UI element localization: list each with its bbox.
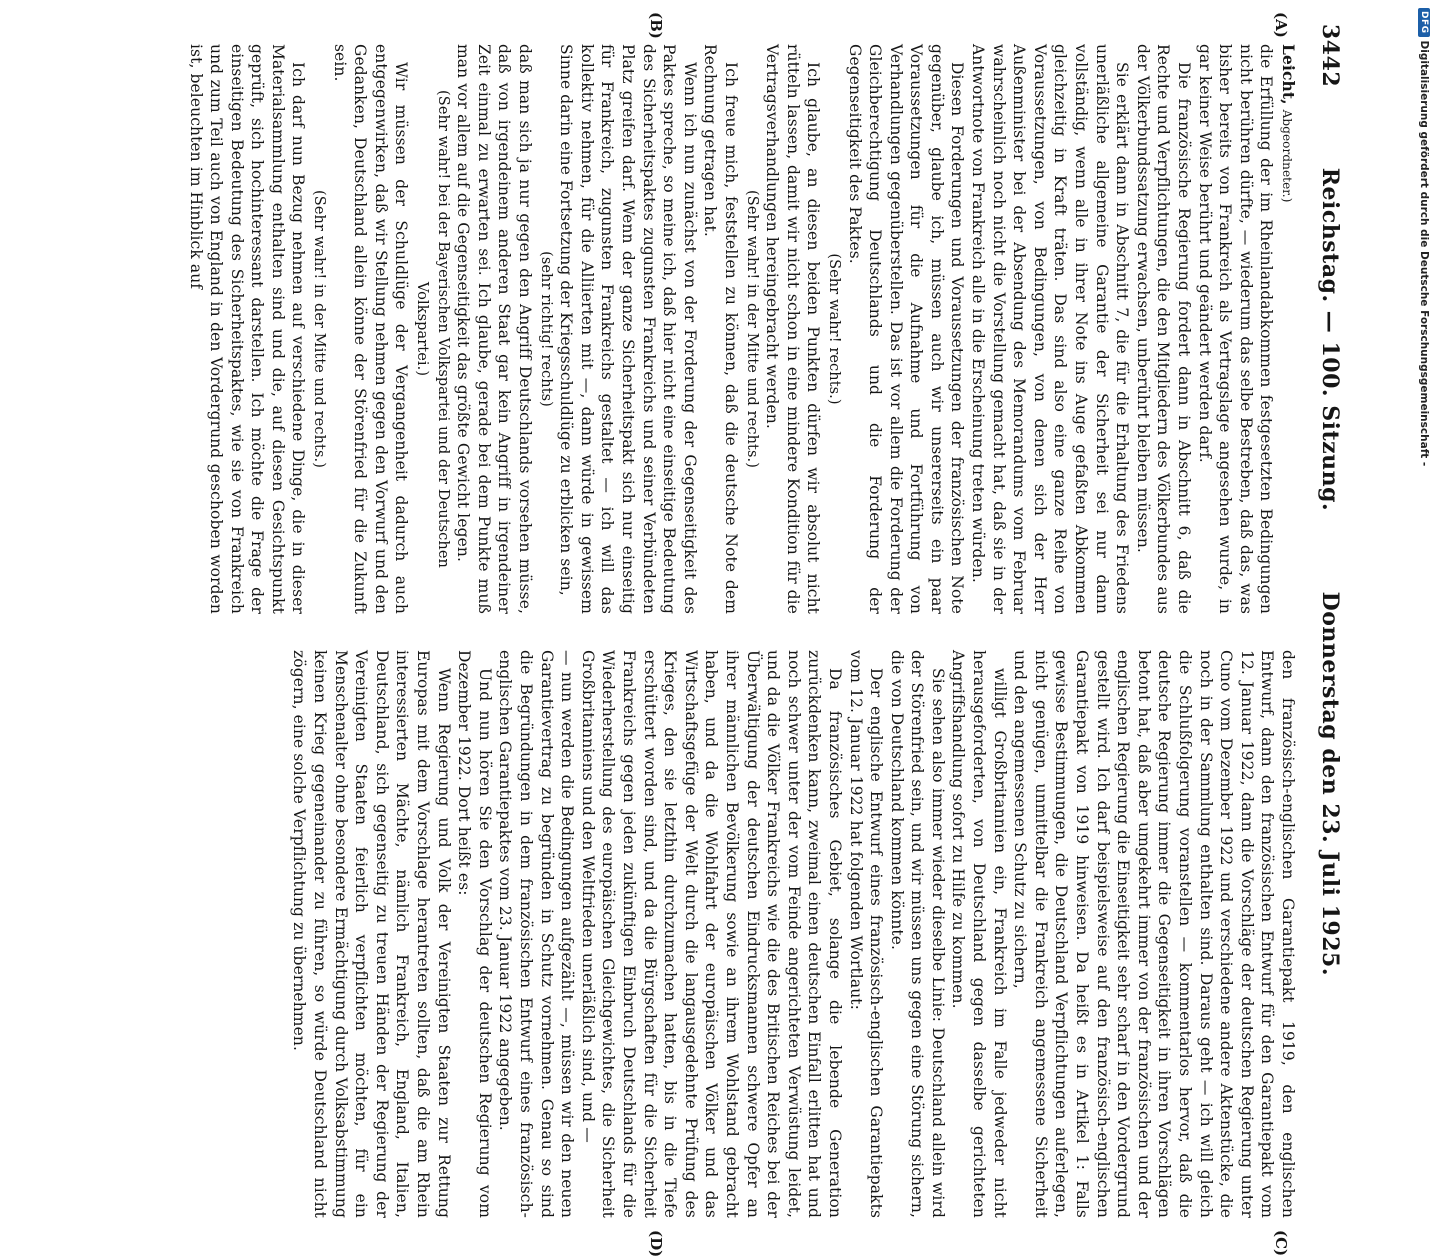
dfg-logo: DFG [1418,8,1430,37]
paragraph: die Erfüllung der im Rheinlandabkommen festgesetzten Bedingungen nicht berühren dürfte, — wiederum das selbe Bestreben, daß das, was bisher bereits von Frankreich als Vertragslage angesehen wurde, in gar keiner Weise berührt und geändert werden darf. [1195,44,1276,614]
credit-text: Digitalisierung gefördert durch die Deutsche Forschungsgemeinschaft - [1418,40,1430,467]
paragraph: Der englische Entwurf eines französisch-englischen Garantiepakts vom 12. Januar 1922 hat folgenden Wortlaut: [846,650,886,1218]
paragraph: willigt Großbritannien ein, Frankreich im Falle jedweder nicht herausgeforderten, von Deutschland gegen dasselbe gerichteten Angriffshandlung sofort zu Hilfe zu kommen. [949,650,1009,1218]
running-title-left: Reichstag. — 100. Sitzung. [1317,167,1343,512]
paragraph: Ich glaube, an diesen beiden Punkten dürfen wir absolut nicht rütteln lassen, damit wir nicht schon in eine mindere Kondition für die Vertragsverhandlungen hereingebracht werden. [763,44,823,614]
interjection: (sehr richtig! rechts) [537,251,554,407]
margin-marker-d: (D) [647,1230,665,1257]
page-number: 3442 [1317,24,1343,88]
paragraph: Ich freue mich, feststellen zu können, daß die deutsche Note dem Rechnung getragen hat. [701,44,740,614]
paragraph: Sie erklärt dann in Abschnitt 7, die für die Erhaltung des Friedens unerläßliche allgemeine Garantie der Sicherheit sei nur dann vollständig, wenn alle in ihrer Note ins Auge gefaßten Abkommen gleichzeitig in Kraft träten. Das sind also eine ganze Reihe von Voraussetzungen, von Bedingungen, von denen sich der Herr Außenminister bei der Absendung des Memorandums vom Februar wahrscheinlich noch nicht die Vorstellung gemacht hat, daß sie in der Antwortnote von Frankreich alle in die Erscheinung treten würden. [969,44,1132,614]
rotated-printed-page [50,0,1390,1257]
right-text-column [289,650,1298,1218]
digitisation-credit [1416,8,1430,1008]
interjection: (Sehr wahr! in der Mitte und rechts.) [311,190,328,468]
paragraph: Diesen Forderungen und Voraussetzungen der französischen Note gegenüber, glaube ich, müssen auch wir unsererseits ein paar Voraussetzungen für die Aufnahme und Fortführung von Verhandlungen gegenüberstellen. Das ist vor allem die Forderung der Gleichberechtigung Deutschlands und die Forderung der Gegenseitigkeit des Paktes. [845,44,967,614]
paragraph: Da französisches Gebiet, solange die lebende Generation zurückdenken kann, zweimal einen deutschen Einfall erlitten hat und noch schwer unter der vom Feinde angerichteten Verwüstung leidet, und da die Völker Frankreichs wie die des Britischen Reiches bei der Überwältigung der deutschen Eindrucksmannen schwere Opfer an ihrer männlichen Bevölkerung sowie an ihrem Wohlstand gebracht haben, und da die Wohlfahrt der europäischen Völker und das Wirtschaftsgefüge der Welt durch die langausgedehnte Prüfung des Krieges, den sie letzthin durchzumachen hatten, bis in die Tiefe erschüttert worden sind, und da die Bürgschaften für die Sicherheit Frankreichs gegen jeden zukünftigen Einbruch Deutschlands für die Wiederherstellung des europäischen Gleichgewichtes, die Sicherheit Großbritanniens und den Weltfrieden unerläßlich sind, und — [578,650,844,1218]
left-text-column [185,44,1298,614]
paragraph: den französisch-englischen Garantiepakt 1919, den englischen Entwurf, dann den französischen Entwurf für den Garantiepakt vom 12. Januar 1922, dann die Vorschläge der deutschen Regierung unter Cuno vom Dezember 1922 und verschiedene andere Aktenstücke, die noch in der Sammlung enthalten sind. Daraus geht — ich will gleich die Schlußfolgerung voranstellen — kommentarlos hervor, daß die deutsche Regierung immer die Gegenseitigkeit in ihren Vorschlägen betont hat, daß aber umgekehrt immer von der französischen und der englischen Regierung die Einseitigkeit sehr scharf in den Vordergrund gestellt wird. Ich darf beispielsweise auf den französisch-englischen Garantiepakt von 1919 hinweisen. Da heißt es in Artikel 1: Falls gewisse Bestimmungen, die Deutschland Verpflichtungen auferlegen, nicht genügen, unmittelbar die Frankreich angemessene Sicherheit und den angemessenen Schutz zu sichern, [1011,650,1297,1218]
paragraph: — nun werden die Bedingungen aufgezählt —, müssen wir den neuen Garantievertrag zu begründen in Schutz vornehmen. Genau so sind die Begründungen in dem französischen Entwurf eines französisch-englischen Garantiepaktes vom 23. Januar 1922 angegeben. [496,650,577,1218]
running-head [1310,24,1350,976]
interjection: (Sehr wahr! rechts.) [825,253,842,405]
margin-marker-c: (C) [1272,1230,1290,1257]
paragraph: Wenn ich nun zunächst von der Forderung der Gegenseitigkeit des Paktes spreche, so meine ich, daß hier nicht eine einseitige Bedeutung des Sicherheitspaktes zugunsten Frankreichs und seiner Verbündeten Platz greifen darf. Wenn der ganze Sicherheitspakt sich nur einseitig für Frankreich, zugunsten Frankreichs gestaltet — ich will das kollektiv nehmen, für die Alliierten mit —, dann würde in gewissem Sinne darin eine Fortsetzung der Kriegsschuldlüge zu erblicken sein, [557,44,699,614]
paragraph: Die französische Regierung fordert dann in Abschnitt 6, daß die Rechte und Verpflichtungen, die den Mitgliedern des Völkerbundes aus der Völkerbundssatzung erwachsen, unberührt bleiben müssen. [1133,44,1194,614]
margin-marker-b: (B) [647,12,665,39]
interjection: (Sehr wahr! bei der Bayerischen Volkspartei und der Deutschen Volkspartei.) [414,90,451,568]
speaker-line [1276,44,1298,614]
speaker-role: Abgeordneter.) [1280,109,1294,203]
interjection: (Sehr wahr! in der Mitte und rechts.) [743,190,760,468]
paragraph: Sie sehen also immer wieder dieselbe Linie: Deutschland allein wird der Störenfried sein, und wir müssen uns gegen eine Störung sichern, die von Deutschland kommen könnte. [887,650,947,1218]
paragraph: daß man sich ja nur gegen den Angriff Deutschlands vorsehen müsse, daß von irgendeinem anderen Staat gar kein Angriff in irgendeiner Zeit einmal zu erwarten sei. Ich glaube, gerade bei dem Punkte muß man vor allem auf die Gegenseitigkeit das größte Gewicht legen. [454,44,535,614]
paragraph: Wir müssen der Schuldlüge der Vergangenheit dadurch auch entgegenwirken, daß wir Stellung nehmen gegen den Vorwurf und den Gedanken, Deutschland allein könne der Störenfried für die Zukunft sein. [330,44,411,614]
paragraph: Und nun hören Sie den Vorschlag der deutschen Regierung vom Dezember 1922. Dort heißt es: [455,650,494,1218]
margin-marker-a: (A) [1272,12,1290,38]
running-title-right: Donnerstag den 23. Juli 1925. [1317,591,1343,976]
speaker-name: Leicht, [1279,44,1298,105]
paragraph: Ich darf nun Bezug nehmen auf verschiedene Dinge, die in dieser Materialsammlung enthalten sind und die, auf diesen Gesichtspunkt geprüft, sich hochinteressant darstellen. Ich möchte die Frage der einseitigen Bedeutung des Sicherheitspaktes, wie sie von Frankreich und zum Teil auch von England in den Vordergrund geschoben worden ist, beleuchten im Hinblick auf [186,44,308,614]
paragraph: Wenn Regierung und Volk der Vereinigten Staaten zur Rettung Europas mit dem Vorschlage herantreten sollten, daß die am Rhein interessierten Mächte, nämlich Frankreich, England, Italien, Deutschland, sich gegenseitig zu treuen Händen der Regierung der Vereinigten Staaten feierlich verpflichten möchten, für ein Menschenalter ohne besondere Ermächtigung durch Volksabstimmung keinen Krieg gegeneinander zu führen, so würde Deutschland nicht zögern, eine solche Verpflichtung zu übernehmen. [290,650,453,1218]
